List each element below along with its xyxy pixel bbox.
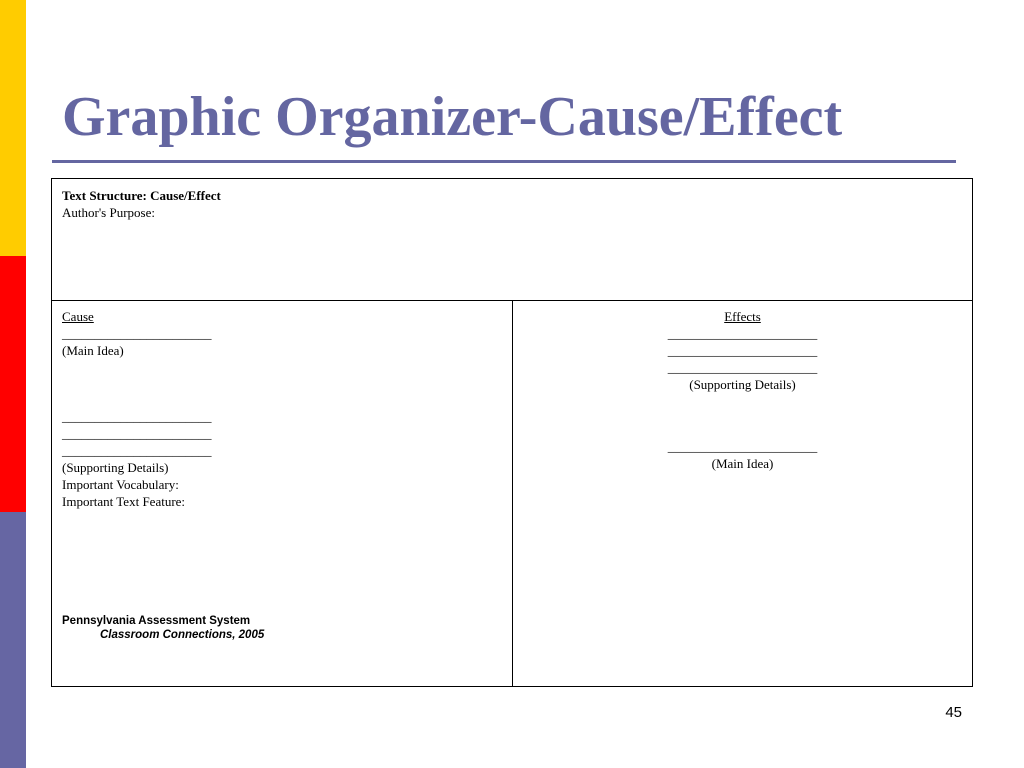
important-text-feature-label: Important Text Feature:: [62, 494, 186, 509]
left-color-bar: [0, 0, 26, 768]
effects-cell: [513, 301, 972, 686]
source-citation: [62, 614, 512, 642]
effects-heading: Effects: [724, 309, 761, 324]
slide-title: Graphic Organizer-Cause/Effect: [62, 86, 843, 148]
cause-heading: Cause: [62, 309, 94, 324]
effects-main-idea-blank: _______________________: [667, 439, 818, 454]
effects-detail-blank: _______________________: [667, 343, 818, 358]
left-bar-blue-segment: [0, 512, 26, 768]
text-structure-cell: [52, 179, 972, 301]
title-underline: [52, 160, 956, 163]
cause-detail-blank: _______________________: [62, 409, 212, 424]
left-bar-yellow-segment: [0, 0, 26, 256]
cause-main-idea-label: (Main Idea): [62, 343, 124, 358]
effects-supporting-details-label: (Supporting Details): [689, 377, 796, 392]
cause-detail-blank: _______________________: [62, 426, 212, 441]
text-structure-label: Text Structure: Cause/Effect: [62, 188, 221, 203]
cause-supporting-details-label: (Supporting Details): [62, 460, 169, 475]
cause-detail-blank: _______________________: [62, 443, 212, 458]
effects-detail-blank: _______________________: [667, 360, 818, 375]
cause-effect-organizer-table: [51, 178, 973, 687]
page-number: 45: [945, 704, 962, 721]
left-bar-red-segment: [0, 256, 26, 512]
authors-purpose-label: Author's Purpose:: [62, 205, 155, 220]
effects-detail-blank: _______________________: [667, 326, 818, 341]
source-subtitle: Classroom Connections, 2005: [100, 629, 265, 641]
cause-cell: [52, 301, 513, 686]
source-title: Pennsylvania Assessment System: [62, 615, 251, 627]
important-vocabulary-label: Important Vocabulary:: [62, 477, 179, 492]
effects-main-idea-label: (Main Idea): [711, 456, 774, 471]
cause-main-idea-blank: _______________________: [62, 326, 212, 341]
